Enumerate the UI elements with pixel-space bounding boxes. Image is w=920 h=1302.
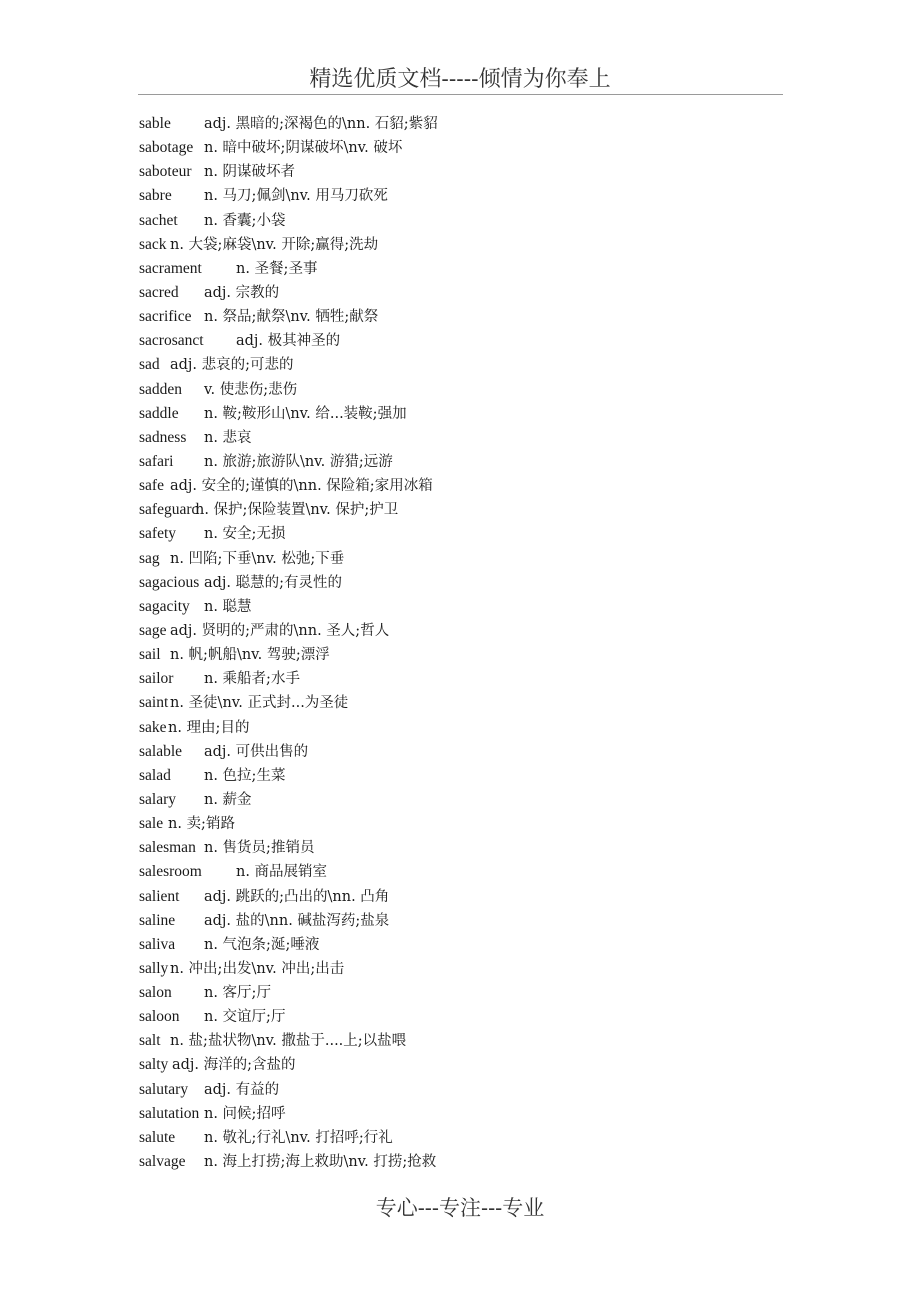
entry-word: sabre (139, 187, 172, 205)
entry-definition: n. 售货员;推销员 (204, 840, 315, 857)
dictionary-entry (139, 257, 779, 281)
entry-word: salable (139, 742, 183, 760)
entry-definition: adj. 黑暗的;深褐色的\nn. 石貂;紫貂 (204, 116, 438, 132)
entry-definition: n. 圣徒\nv. 正式封...为圣徒 (170, 695, 349, 712)
entry-word: sadden (139, 380, 183, 398)
dictionary-entry (139, 716, 779, 740)
entry-definition: adj. 安全的;谨慎的\nn. 保险箱;家用冰箱 (170, 478, 433, 495)
entry-definition: n. 问候;招呼 (204, 1105, 286, 1122)
dictionary-entry (139, 957, 779, 981)
entry-definition: n. 阴谋破坏者 (204, 164, 296, 181)
entry-word: sadness (139, 428, 187, 446)
dictionary-entry (139, 667, 779, 691)
entry-word: salt (139, 1032, 161, 1050)
dictionary-entry (139, 1029, 779, 1053)
dictionary-entry (139, 233, 779, 257)
entry-definition: adj. 盐的\nn. 碱盐泻药;盐泉 (204, 912, 390, 929)
header-divider (138, 94, 783, 95)
dictionary-entry (139, 981, 779, 1005)
entry-word: sagacious (139, 573, 200, 591)
entry-word: salesman (139, 839, 196, 857)
entry-definition: n. 薪金 (204, 791, 252, 808)
entry-word: sagacity (139, 597, 190, 615)
entry-word: sacred (139, 283, 179, 301)
entry-word: sag (139, 549, 160, 567)
entry-word: salesroom (139, 863, 202, 881)
entry-word: safe (139, 477, 164, 495)
entry-definition: v. 使悲伤;悲伤 (204, 381, 298, 398)
entry-word: salad (139, 766, 171, 784)
entry-definition: adj. 极其神圣的 (236, 333, 341, 350)
entry-definition: n. 保护;保险装置\nv. 保护;护卫 (195, 502, 399, 519)
entry-definition: adj. 悲哀的;可悲的 (170, 357, 294, 374)
entry-word: sale (139, 815, 164, 833)
entry-definition: adj. 有益的 (204, 1081, 280, 1098)
entry-definition: n. 圣餐;圣事 (236, 260, 318, 277)
entry-word: sable (139, 115, 171, 132)
entry-word: sally (139, 959, 169, 977)
dictionary-entry (139, 836, 779, 860)
dictionary-entry (139, 305, 779, 329)
entry-definition: n. 帆;帆船\nv. 驾驶;漂浮 (170, 647, 330, 664)
entry-definition: n. 悲哀 (204, 429, 252, 446)
dictionary-entry (139, 909, 779, 933)
dictionary-entry (139, 378, 779, 402)
entry-definition: n. 色拉;生菜 (204, 767, 286, 784)
dictionary-entry (139, 426, 779, 450)
dictionary-entry (139, 329, 779, 353)
dictionary-entry (139, 1126, 779, 1150)
entry-definition: n. 大袋;麻袋\nv. 开除;赢得;洗劫 (170, 236, 379, 253)
dictionary-entry (139, 595, 779, 619)
dictionary-entry (139, 184, 779, 208)
header-title: 精选优质文档-----倾情为你奉上 (309, 67, 611, 92)
entry-word: salon (139, 984, 172, 1002)
entry-definition: n. 盐;盐状物\nv. 撒盐于....上;以盐喂 (170, 1033, 407, 1050)
entry-word: saline (139, 911, 176, 929)
dictionary-entry (139, 112, 779, 136)
entry-word: sabotage (139, 139, 194, 157)
dictionary-entry (139, 522, 779, 546)
entry-word: safeguard (139, 501, 200, 519)
dictionary-entry (139, 1078, 779, 1102)
dictionary-entry (139, 1102, 779, 1126)
entry-definition: n. 乘船者;水手 (204, 671, 300, 688)
dictionary-entry (139, 136, 779, 160)
dictionary-entry (139, 450, 779, 474)
entry-word: salary (139, 790, 177, 808)
entry-word: sack (139, 235, 167, 253)
dictionary-entry (139, 788, 779, 812)
entry-definition: n. 祭品;献祭\nv. 牺牲;献祭 (204, 309, 379, 326)
entry-word: saloon (139, 1008, 180, 1026)
dictionary-entry (139, 933, 779, 957)
entry-word: safari (139, 452, 174, 470)
entry-word: sake (139, 718, 167, 736)
dictionary-entry (139, 353, 779, 377)
dictionary-entry (139, 764, 779, 788)
dictionary-entry (139, 1150, 779, 1174)
entry-definition: n. 安全;无损 (204, 526, 286, 543)
entry-definition: n. 马刀;佩剑\nv. 用马刀砍死 (204, 188, 388, 205)
entry-definition: n. 聪慧 (204, 598, 252, 615)
dictionary-entry (139, 860, 779, 884)
entry-word: sage (139, 621, 167, 639)
entry-word: sacrosanct (139, 332, 204, 350)
entry-definition: n. 理由;目的 (168, 719, 250, 736)
dictionary-entry (139, 691, 779, 715)
dictionary-entry (139, 1053, 779, 1077)
entry-definition: n. 海上打捞;海上救助\nv. 打捞;抢救 (204, 1154, 437, 1171)
dictionary-entry (139, 209, 779, 233)
dictionary-entry (139, 643, 779, 667)
entry-word: sad (139, 356, 160, 374)
entry-definition: adj. 宗教的 (204, 284, 280, 301)
dictionary-entry (139, 571, 779, 595)
dictionary-entry (139, 281, 779, 305)
entry-word: sacrifice (139, 308, 192, 326)
dictionary-entry (139, 1005, 779, 1029)
entry-definition: n. 交谊厅;厅 (204, 1009, 286, 1026)
dictionary-entry (139, 619, 779, 643)
entry-definition: n. 凹陷;下垂\nv. 松弛;下垂 (170, 550, 345, 567)
entry-word: safety (139, 525, 177, 543)
page-footer (0, 1192, 920, 1222)
vocabulary-list (139, 112, 779, 1174)
entry-definition: adj. 海洋的;含盐的 (172, 1057, 296, 1074)
entry-word: sacrament (139, 259, 202, 277)
footer-text: 专心---专注---专业 (375, 1196, 545, 1220)
dictionary-entry (139, 498, 779, 522)
entry-word: sail (139, 646, 161, 664)
entry-definition: n. 商品展销室 (236, 864, 328, 881)
entry-definition: adj. 跳跃的;凸出的\nn. 凸角 (204, 888, 390, 905)
entry-definition: n. 敬礼;行礼\nv. 打招呼;行礼 (204, 1129, 393, 1146)
entry-definition: n. 旅游;旅游队\nv. 游猎;远游 (204, 453, 393, 470)
entry-word: salient (139, 887, 180, 905)
dictionary-entry (139, 885, 779, 909)
entry-definition: adj. 贤明的;严肃的\nn. 圣人;哲人 (170, 622, 390, 639)
entry-word: sailor (139, 670, 174, 688)
dictionary-entry (139, 740, 779, 764)
dictionary-entry (139, 160, 779, 184)
entry-word: sachet (139, 211, 178, 229)
entry-word: salty (139, 1056, 169, 1074)
dictionary-entry (139, 812, 779, 836)
entry-definition: n. 卖;销路 (168, 816, 235, 833)
entry-definition: n. 客厅;厅 (204, 985, 271, 1002)
entry-word: saboteur (139, 163, 192, 181)
entry-definition: n. 冲出;出发\nv. 冲出;出击 (170, 960, 345, 977)
entry-word: salvage (139, 1153, 186, 1171)
entry-word: salute (139, 1128, 176, 1146)
entry-word: saddle (139, 404, 179, 422)
entry-definition: n. 香囊;小袋 (204, 212, 286, 229)
dictionary-entry (139, 402, 779, 426)
entry-word: salutary (139, 1080, 189, 1098)
entry-definition: n. 鞍;鞍形山\nv. 给...装鞍;强加 (204, 405, 407, 422)
entry-word: salutation (139, 1104, 200, 1122)
dictionary-entry (139, 547, 779, 571)
entry-definition: n. 暗中破坏;阴谋破坏\nv. 破坏 (204, 140, 403, 157)
entry-definition: n. 气泡条;涎;唾液 (204, 936, 320, 953)
entry-definition: adj. 可供出售的 (204, 743, 309, 760)
entry-definition: adj. 聪慧的;有灵性的 (204, 574, 343, 591)
dictionary-entry (139, 474, 779, 498)
entry-word: saliva (139, 935, 176, 953)
page-header (0, 62, 920, 93)
entry-word: saint (139, 694, 169, 712)
